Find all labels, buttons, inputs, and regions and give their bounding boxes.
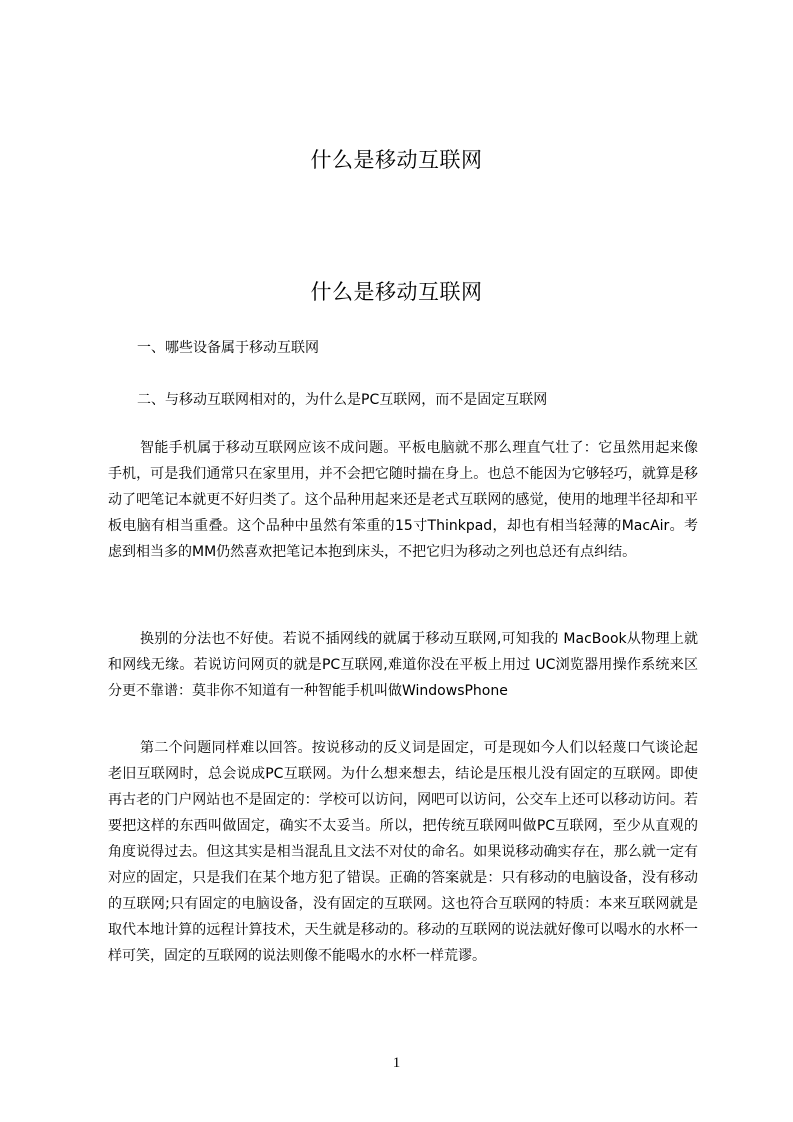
page-number: 1: [392, 1055, 401, 1071]
document-header-title: 什么是移动互联网: [310, 148, 483, 172]
paragraph-2: 换别的分法也不好使。若说不插网线的就属于移动互联网,可知我的 MacBook从物理上就和网线无缘。若说访问网页的就是PC互联网,难道你没在平板上用过 UC浏览器用操作系统来区分更不靠谱：莫非你不知道有一种智能手机叫做WindowsPhone: [108, 631, 698, 699]
paragraph-3: 第二个问题同样难以回答。按说移动的反义词是固定，可是现如今人们以轻蔑口气谈论起老旧互联网时，总会说成PC互联网。为什么想来想去，结论是压根儿没有固定的互联网。即使再古老的门户网站也不是固定的：学校可以访问，网吧可以访问，公交车上还可以移动访问。若要把这样的东西叫做固定，确实不太妥当。所以，把传统互联网叫做PC互联网，至少从直观的角度说得过去。但这其实是相当混乱且文法不对仗的命名。如果说移动确实存在，那么就一定有对应的固定，只是我们在某个地方犯了错误。正确的答案就是：只有移动的电脑设备，没有移动的互联网;只有固定的电脑设备，没有固定的互联网。这也符合互联网的特质：本来互联网就是取代本地计算的远程计算技术，天生就是移动的。移动的互联网的说法就好像可以喝水的水杯一样可笑，固定的互联网的说法则像不能喝水的水杯一样荒谬。: [108, 740, 698, 964]
section-heading-1: 一、哪些设备属于移动互联网: [137, 340, 319, 356]
section-heading-2: 二、与移动互联网相对的，为什么是PC互联网，而不是固定互联网: [137, 392, 548, 408]
article-title: 什么是移动互联网: [310, 280, 483, 304]
paragraph-1: 智能手机属于移动互联网应该不成问题。平板电脑就不那么理直气壮了：它虽然用起来像手机，可是我们通常只在家里用，并不会把它随时揣在身上。也总不能因为它够轻巧，就算是移动了吧笔记本就更不好归类了。这个品种用起来还是老式互联网的感觉，使用的地理半径却和平板电脑有相当重叠。这个品种中虽然有笨重的15寸Thinkpad，却也有相当轻薄的MacAir。考虑到相当多的MM仍然喜欢把笔记本抱到床头，不把它归为移动之列也总还有点纠结。: [108, 440, 698, 560]
